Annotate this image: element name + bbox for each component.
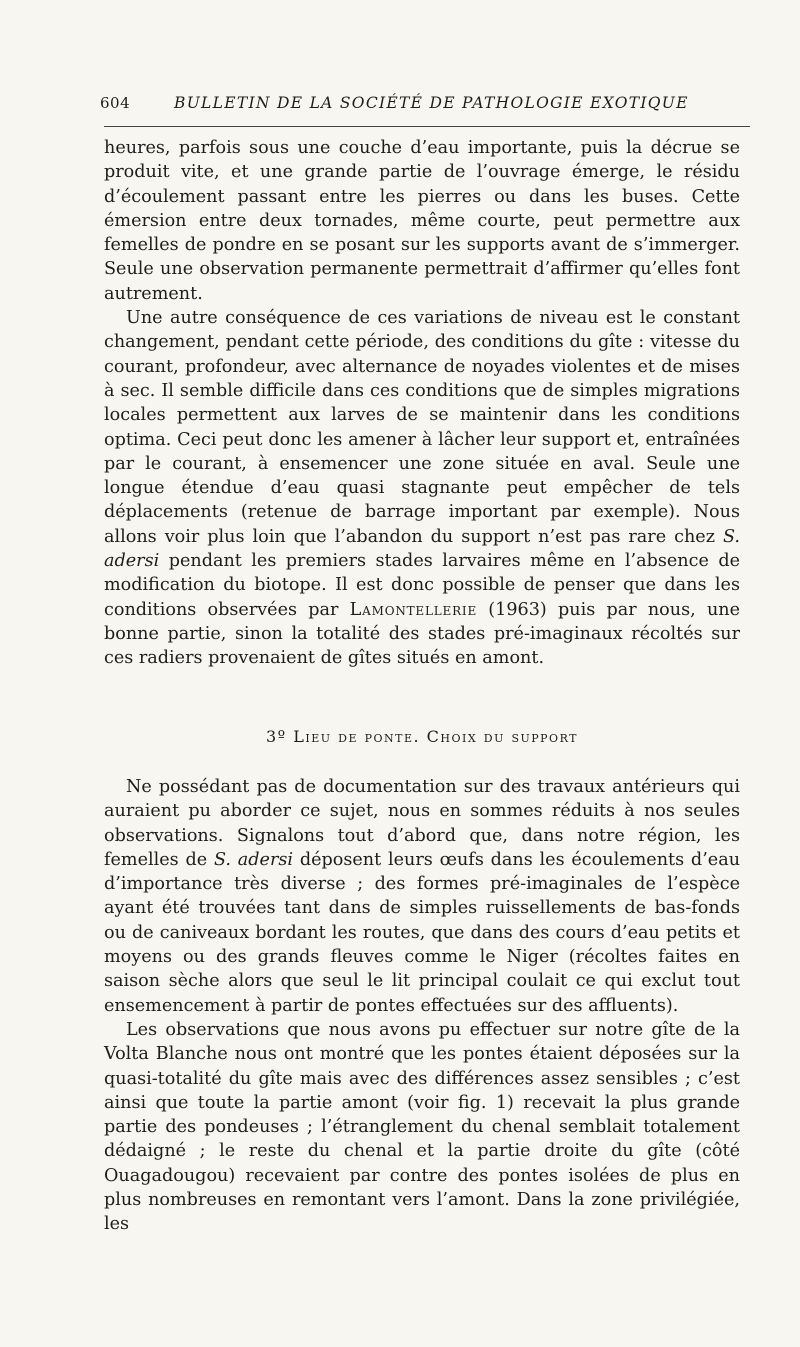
section-title: Lieu de ponte. Choix du support xyxy=(293,727,578,746)
journal-title: BULLETIN DE LA SOCIÉTÉ DE PATHOLOGIE EXOTIQUE xyxy=(174,94,689,112)
body-text-top xyxy=(104,136,740,671)
running-header xyxy=(100,94,748,116)
paragraph-2: Une autre conséquence de ces variations de niveau est le constant changement, pendant cette période, des conditions du gîte : vitesse du courant, profondeur, avec alternance de noyades violentes et de mises à sec. Il semble difficile dans ces conditions que de simples migrations locales permettent aux larves de se maintenir dans les conditions optima. Ceci peut donc les amener à lâcher leur support et, entraînées par le courant, à ensemencer une zone située en aval. Seule une longue étendue d’eau quasi stagnante peut empêcher de tels déplacements (retenue de barrage important par exemple). Nous allons voir plus loin que l’abandon du support n’est pas rare chez S. adersi pendant les premiers stades larvaires même en l’absence de modification du biotope. Il est donc possible de penser que dans les conditions observées par Lamontellerie (1963) puis par nous, une bonne partie, sinon la totalité des stades pré-imaginaux récoltés sur ces radiers provenaient de gîtes situés en amont. xyxy=(104,308,741,669)
header-rule xyxy=(104,126,750,127)
species-name: S. adersi xyxy=(213,849,294,870)
paragraph-3: Ne possédant pas de documentation sur des travaux antérieurs qui auraient pu aborder ce sujet, nous en sommes réduits à nos seules observations. Signalons tout d’abord que, dans notre région, les femelles de S. adersi déposent leurs œufs dans les écoulements d’eau d’importance très diverse ; des formes pré-imaginales de l’espèce ayant été trouvées tant dans de simples ruissellements de bas-fonds ou de caniveaux bordant les routes, que dans des cours d’eau petits et moyens ou des grands fleuves comme le Niger (récoltes faites en saison sèche alors que seul le lit principal coulait ce qui exclut tout ensemencement à partir de pontes effectuées sur des affluents). xyxy=(104,777,741,1016)
body-text-bottom xyxy=(104,775,740,1237)
section-heading xyxy=(104,727,740,746)
section-number: 3º xyxy=(265,727,287,746)
page-number: 604 xyxy=(100,94,131,112)
paragraph-4: Les observations que nous avons pu effectuer sur notre gîte de la Volta Blanche nous ont montré que les pontes étaient déposées sur la quasi-totalité du gîte mais avec des différences assez sensibles ; c’est ainsi que toute la partie amont (voir fig. 1) recevait la plus grande partie des pondeuses ; l’étranglement du chenal semblait totalement dédaigné ; le reste du chenal et la partie droite du gîte (côté Ouagadougou) recevaient par contre des pontes isolées de plus en plus nombreuses en remontant vers l’amont. Dans la zone privilégiée, les xyxy=(104,1019,740,1235)
paragraph-1: heures, parfois sous une couche d’eau importante, puis la décrue se produit vite, et une grande partie de l’ouvrage émerge, le résidu d’écoulement passant entre les pierres ou dans les buses. Cette émersion entre deux tornades, même courte, peut permettre aux femelles de pondre en se posant sur les supports avant de s’immerger. Seule une observation permanente permettrait d’affirmer qu’elles font autrement. xyxy=(104,138,740,304)
author-name: Lamontellerie xyxy=(349,599,478,620)
species-name: S. adersi xyxy=(104,526,741,572)
